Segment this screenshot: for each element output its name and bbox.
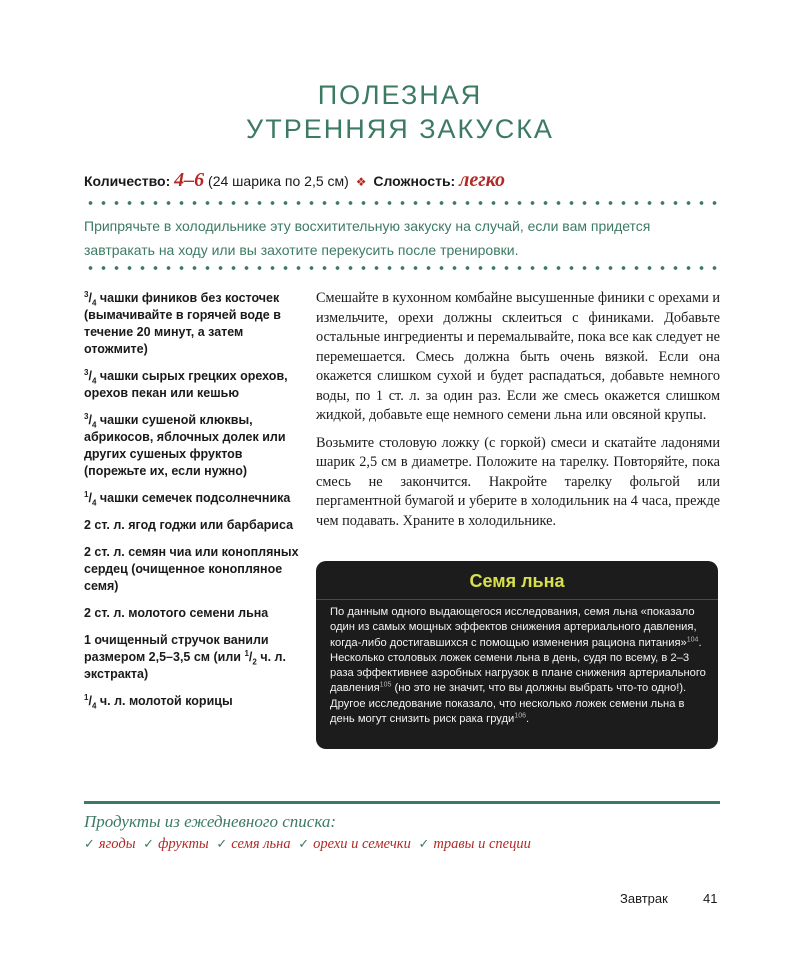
ingredient-item: 2 ст. л. молотого семени льна — [84, 606, 269, 620]
sidebar-divider — [316, 599, 718, 600]
ingredient-item: $^1/_4$ чашки семечек подсолнечника — [84, 489, 291, 508]
page-number: 41 — [703, 891, 718, 906]
recipe-meta: Количество: 4–6 (24 шарика по 2,5 см) ❖ Сложность: легко — [84, 169, 506, 191]
sidebar-title: Семя льна — [469, 571, 565, 591]
check-icon: ✓ — [298, 836, 310, 851]
quantity-note: (24 шарика по 2,5 см) — [208, 173, 349, 189]
sidebar-text: По данным одного выдающегося исследования, семя льна «показало один из самых мощных эффектов снижения артериального давления, когда-либо достигавшихся с помощью изменения рациона питания»$^{104}$. Несколько столовых ложек семени льна в день, судя по всему, в 2–3 раза эффективнее аэробных нагрузок в плане снижения артериального давления$^{105}$ (но это не значит, что вы должны выбрать что-то одно!). Другое исследование показало, что несколько ложек семени льна в день могут снизить риск рака груди$^{106}$. — [330, 606, 706, 726]
difficulty-label: Сложность — [373, 173, 451, 189]
check-icon: ✓ — [84, 836, 95, 851]
flaxseed-sidebar — [316, 561, 718, 749]
reference-105: 105 — [379, 681, 392, 689]
ingredients-list — [84, 290, 299, 720]
dotted-divider-top — [84, 201, 720, 205]
daily-list-title: Продукты из ежедневного списка: — [84, 812, 337, 831]
daily-list-divider — [84, 801, 720, 804]
difficulty-value: легко — [459, 169, 506, 191]
reference-104: 104 — [686, 635, 699, 643]
title-line-1: ПОЛЕЗНАЯ — [317, 80, 483, 110]
ingredient-item: $^1/_4$ ч. л. молотой корицы — [84, 692, 233, 711]
method-text — [316, 289, 720, 539]
quantity-label: Количество — [84, 173, 166, 189]
check-icon: ✓ — [143, 836, 155, 851]
ingredient-item: $^3/_4$ чашки фиников без косточек (вымачивайте в горячей воде в течение 20 минут, а затем отожмите) — [84, 289, 281, 356]
title-line-2: УТРЕННЯЯ ЗАКУСКА — [246, 114, 554, 144]
reference-106: 106 — [514, 712, 526, 720]
ingredient-item: $^3/_4$ чашки сырых грецких орехов, орехов пекан или кешью — [84, 367, 288, 400]
daily-item: травы и специи — [433, 836, 531, 852]
method-paragraph-2: Возьмите столовую ложку (с горкой) смеси и скатайте ладонями шарик 2,5 см в диаметре. Положите на тарелку. Повторяйте, пока смесь не закончится. Накройте тарелку фольгой или пергаментной бумагой и уберите в холодильник на 4 часа, прежде чем подавать. Храните в холодильнике. — [316, 434, 720, 529]
daily-list — [84, 836, 535, 853]
quantity-value: 4–6 — [174, 169, 205, 191]
check-icon: ✓ — [418, 836, 430, 851]
ingredient-item: 2 ст. л. семян чиа или конопляных сердец (очищенное конопляное семя) — [84, 545, 299, 593]
daily-item: орехи и семечки — [313, 836, 411, 852]
ingredient-item: 2 ст. л. ягод годжи или барбариса — [84, 518, 294, 532]
footer-section-name: Завтрак — [620, 891, 668, 906]
daily-item: фрукты — [158, 836, 209, 852]
dotted-divider-bottom — [84, 266, 720, 270]
method-paragraph-1: Смешайте в кухонном комбайне высушенные финики с орехами и измельчите, орехи должны склеиться с финиками. Добавьте остальные ингредиенты и перемалывайте, пока все как следует не перемешается. Смесь должна быть очень вязкой. Если она окажется слишком сухой и будет распадаться, добавьте немного воды, по 1 ст. л. за один раз. Если же смесь окажется слишком жидкой, добавьте еще немного семени льна или овсяной крупы. — [316, 290, 720, 423]
check-icon: ✓ — [216, 836, 228, 851]
recipe-intro: Припрячьте в холодильнике эту восхитительную закуску на случай, если вам придется завтракать на ходу или вы захотите перекусить после тренировки. — [84, 218, 651, 258]
ingredient-item: $^3/_4$ чашки сушеной клюквы, абрикосов, яблочных долек или других сушеных фруктов (порежьте их, если нужно) — [84, 411, 286, 478]
recipe-title — [0, 78, 800, 146]
daily-item: семя льна — [231, 836, 291, 852]
diamond-icon: ❖ — [355, 175, 367, 189]
ingredient-item: 1 очищенный стручок ванили размером 2,5–3,5 см (или $^1/_2$ ч. л. экстракта) — [84, 633, 286, 681]
daily-item: ягоды — [98, 836, 136, 852]
